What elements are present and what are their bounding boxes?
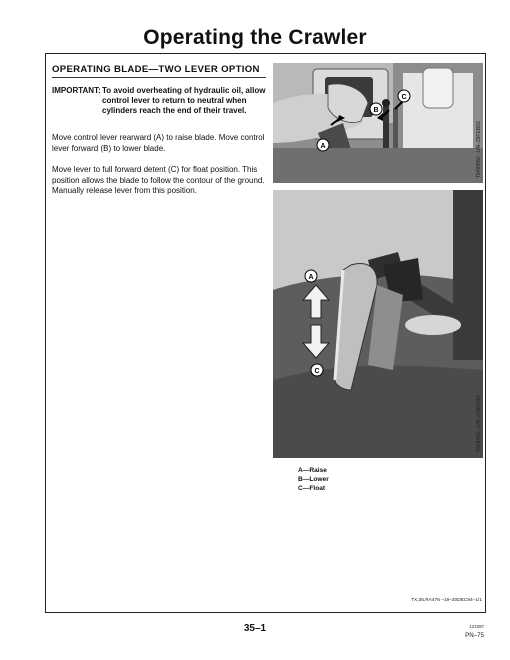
legend-item-float: C—Float	[298, 485, 326, 492]
callout-c: C	[314, 368, 320, 375]
section-divider	[52, 77, 266, 78]
legend-item-lower: B—Lower	[298, 476, 329, 483]
callout-a: A	[320, 143, 326, 150]
content-frame-bottom-rule	[45, 612, 486, 613]
bottom-photo-id: T82840G –UN–22NOV94	[476, 395, 482, 452]
callout-b: B	[373, 107, 379, 114]
section-heading: OPERATING BLADE—TWO LEVER OPTION	[52, 64, 260, 75]
callout-b-icon	[370, 103, 382, 115]
page-number: 35–1	[243, 623, 267, 634]
control-lever-photo	[273, 63, 483, 183]
callout-a: A	[308, 274, 314, 281]
callout-c: C	[401, 94, 407, 101]
page-title: Operating the Crawler	[143, 26, 367, 49]
pin-code: PN–75	[465, 632, 484, 639]
reference-code: TX,35,RA476 –19–20DEC94–1/1	[411, 598, 482, 603]
date-code: 121097	[469, 624, 484, 629]
instruction-paragraph-raise-lower: Move control lever rearward (A) to raise blade. Move control lever forward (B) to lower blade.	[52, 133, 265, 153]
callout-c-icon	[311, 364, 323, 376]
callout-a-icon	[305, 270, 317, 282]
legend	[298, 466, 329, 493]
callout-a-icon	[317, 139, 329, 151]
instruction-paragraph-float: Move lever to full forward detent (C) for float position. This position allows the blade to follow the contour of the ground. Manually release lever from this position.	[52, 165, 265, 195]
important-label: IMPORTANT:	[52, 86, 101, 95]
callout-c-icon	[398, 90, 410, 102]
blade-photo	[273, 190, 483, 458]
important-text: To avoid overheating of hydraulic oil, allow control lever to return to neutral when cylinders reach the end of their travel.	[102, 86, 266, 115]
top-photo-id: T94899W –UN–29FEB93	[476, 121, 482, 178]
legend-item-raise: A—Raise	[298, 467, 327, 474]
